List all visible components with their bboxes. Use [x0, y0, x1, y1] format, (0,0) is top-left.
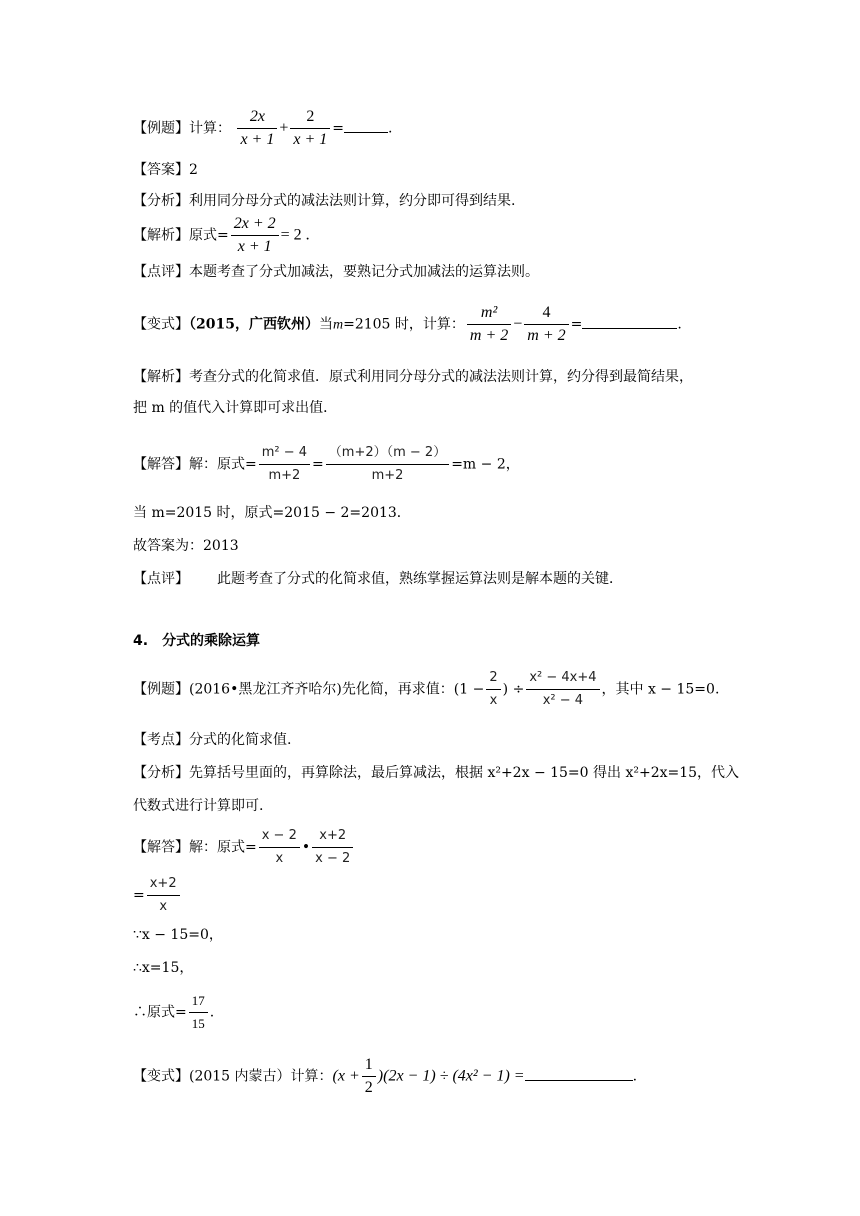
- fraction: $\frac{\text{x² − 4x+4}}{\text{x² − 4}}$: [526, 667, 599, 712]
- example-1: 【例题】计算： $\frac{2x}{x + 1}$ + $\frac{2}{x + 1}$ = .: [133, 106, 392, 151]
- fraction: $\frac{(m+2)(m - 2)}{m+2}$: [326, 442, 449, 487]
- fraction: $\frac{2x + 2}{x + 1}$: [231, 213, 279, 258]
- solution-1: 【解析】原式= $\frac{2x + 2}{x + 1}$ = 2 .: [133, 213, 310, 258]
- analysis-1: 【分析】利用同分母分式的减法法则计算，约分即可得到结果.: [133, 193, 516, 209]
- fraction: $\frac{2x}{x + 1}$: [237, 106, 277, 151]
- solution-3-line3: ∵x − 15=0，: [133, 927, 223, 943]
- answer-blank: [525, 1066, 633, 1081]
- fraction: $\frac{17}{15}$: [189, 990, 208, 1035]
- fraction: $\frac{x+2}{x}$: [147, 873, 180, 918]
- fraction: $\frac{4}{m + 2}$: [524, 302, 568, 347]
- variant-1: 【变式】（2015，广西钦州）当m=2105 时，计算： $\frac{\text{m²}}{m + 2}$ − $\frac{4}{m + 2}$ = .: [133, 302, 682, 347]
- review-2: 【点评】 此题考查了分式的化简求值，熟练掌握运算法则是解本题的关键．: [133, 571, 623, 587]
- solution-3: 【解答】解：原式= $\frac{x - 2}{x}$ • $\frac{x+2}{x - 2}$: [133, 825, 355, 870]
- fraction: $\frac{2}{x}$: [486, 667, 500, 712]
- example-2: 【例题】(2016•黑龙江齐齐哈尔)先化简，再求值：(1 − $\frac{2}{x}$ ) ÷ $\frac{\text{x² − 4x+4}}{\text{x² − 4}}$ ，其中 x − 15=0.: [133, 667, 719, 712]
- fraction: $\frac{\text{m² − 4}}{m+2}$: [259, 442, 310, 487]
- analysis-3-cont: 代数式进行计算即可.: [133, 798, 264, 814]
- fraction: $\frac{2}{x + 1}$: [290, 106, 330, 151]
- answer-1: 【答案】2: [133, 162, 198, 178]
- analysis-2: 【解析】考查分式的化简求值．原式利用同分母分式的减法法则计算，约分得到最简结果，: [133, 369, 693, 385]
- review-1: 【点评】本题考查了分式加减法，要熟记分式加减法的运算法则。: [133, 264, 539, 280]
- solution-3-line4: ∴x=15，: [133, 960, 194, 976]
- answer-blank: [344, 118, 388, 133]
- solution-2: 【解答】解：原式= $\frac{\text{m² − 4}}{m+2}$ = $\frac{(m+2)(m - 2)}{m+2}$ =m − 2，: [133, 442, 520, 487]
- fraction: $\frac{\text{m²}}{m + 2}$: [467, 302, 511, 347]
- variant-2: 【变式】(2015 内蒙古）计算：(x + $\frac{1}{2}$ )(2x − 1) ÷ (4x² − 1) = .: [133, 1054, 637, 1099]
- answer-blank: [582, 314, 677, 329]
- example-tag: 【例题】: [133, 120, 189, 137]
- solution-3-line5: ∴原式= $\frac{17}{15}$ .: [133, 990, 214, 1035]
- fraction: $\frac{x - 2}{x}$: [259, 825, 300, 870]
- fraction: $\frac{x+2}{x - 2}$: [312, 825, 353, 870]
- key-point: 【考点】分式的化简求值.: [133, 732, 292, 748]
- solution-3-line2: = $\frac{x+2}{x}$: [133, 873, 182, 918]
- analysis-2-cont: 把 m 的值代入计算即可求出值．: [133, 400, 338, 416]
- solution-2-line2: 当 m=2015 时，原式=2015 − 2=2013．: [133, 505, 411, 521]
- solution-2-line3: 故答案为：2013: [133, 538, 239, 554]
- analysis-3: 【分析】先算括号里面的，再算除法，最后算减法，根据 x²+2x − 15=0 得出 x²+2x=15，代入: [133, 765, 740, 781]
- fraction: $\frac{1}{2}$: [362, 1054, 376, 1099]
- section-heading: 4. 分式的乘除运算: [133, 633, 261, 649]
